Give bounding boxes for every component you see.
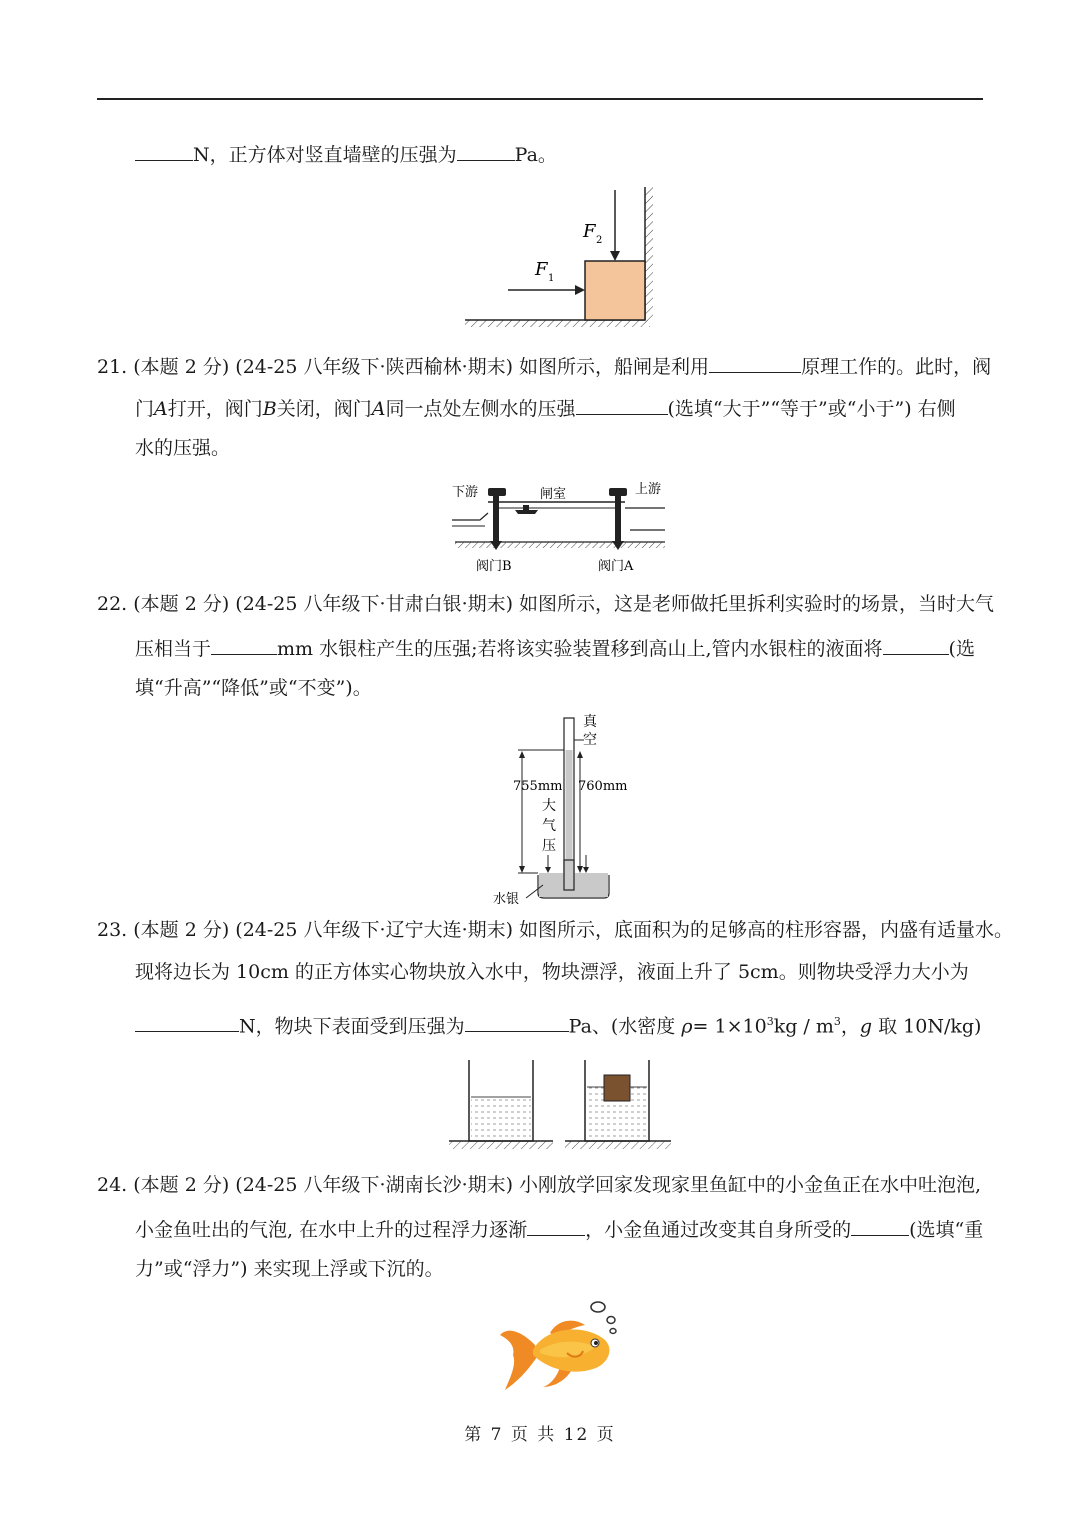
exponent: 3 <box>766 1015 774 1028</box>
h755-label: 755mm <box>513 779 563 794</box>
q21-text: (本题 2 分) (24-25 八年级下·陕西榆林·期末) 如图所示，船闸是利用 <box>133 356 710 378</box>
bubble-icon <box>591 1302 605 1312</box>
q22-number: 22. <box>97 593 128 615</box>
q21-line-2 <box>135 394 956 421</box>
chamber-label: 闸室 <box>540 487 567 502</box>
q24-text: (选填“重 <box>909 1219 984 1241</box>
q21-text: 打开，阀门 <box>167 398 263 420</box>
q22-text: (选 <box>948 638 975 660</box>
q23-text: Pa、(水密度 <box>568 1015 676 1038</box>
q20-figure-cube-wall <box>460 185 660 330</box>
q23-figure-containers <box>445 1055 675 1155</box>
left-floor-hatch <box>449 1141 553 1149</box>
f2-arrow-head <box>610 251 620 261</box>
f2-sub: 2 <box>596 235 603 246</box>
q22-line-2 <box>135 634 975 661</box>
answer-blank[interactable] <box>135 1011 239 1032</box>
bottom-hatch <box>455 542 665 548</box>
q20-text: N，正方体对竖直墙壁的压强为 <box>193 144 457 166</box>
answer-blank[interactable] <box>883 634 949 655</box>
dim-arrow <box>519 866 525 873</box>
goldfish-icon <box>495 1295 625 1395</box>
downstream-label: 下游 <box>452 485 479 500</box>
valve-a-stem <box>615 496 621 541</box>
valve-a-handle <box>609 488 627 496</box>
q24-text: (本题 2 分) (24-25 八年级下·湖南长沙·期末) 小刚放学回家发现家里鱼缸中的小金鱼正在水中吐泡泡, <box>133 1174 982 1196</box>
q20-tail-line <box>135 140 557 167</box>
fish-pupil <box>594 1341 598 1345</box>
q24-line-3 <box>135 1257 444 1281</box>
q21-line-3 <box>135 436 230 460</box>
downstream-bank <box>452 513 488 520</box>
q24-text: 力”或“浮力”) 来实现上浮或下沉的。 <box>135 1258 444 1280</box>
wall-hatch <box>645 187 653 323</box>
q22-text: (本题 2 分) (24-25 八年级下·甘肃白银·期末) 如图所示，这是老师做托里拆利实验时的场景，当时大气 <box>133 593 995 615</box>
answer-blank[interactable] <box>709 352 801 373</box>
boat <box>515 510 538 514</box>
exponent: 3 <box>833 1015 841 1028</box>
q22-line-1 <box>97 592 994 616</box>
q20-text-unit: Pa。 <box>514 144 557 166</box>
f1-label: F <box>535 259 548 280</box>
dim-arrow <box>577 751 583 758</box>
upstream-label: 上游 <box>635 482 662 497</box>
q23-line-1 <box>97 918 1013 942</box>
q24-line-2 <box>135 1215 983 1242</box>
q23-text: N，物块下表面受到压强为 <box>239 1015 465 1038</box>
dim-arrow <box>519 751 525 758</box>
vacuum-label-2: 空 <box>583 732 597 748</box>
q21-text: (选填“大于”“等于”或“小于”) 右侧 <box>667 398 956 420</box>
boat-cabin <box>523 505 529 510</box>
q23-text: 取 10N/kg) <box>878 1015 982 1038</box>
right-floor-hatch <box>565 1141 671 1149</box>
answer-blank[interactable] <box>135 140 193 161</box>
valve-b-label: 阀门B <box>476 559 512 574</box>
rho-symbol: ρ <box>681 1015 693 1038</box>
atm-label-3: 压 <box>542 838 556 854</box>
q21-line-1 <box>97 352 991 379</box>
density-unit: kg / m <box>773 1015 834 1038</box>
bubble-icon <box>607 1317 615 1324</box>
q24-text: 小金鱼吐出的气泡, 在水中上升的过程浮力逐渐 <box>135 1219 528 1241</box>
q21-text: 同一点处左侧水的压强 <box>385 398 576 420</box>
var-a: A <box>154 398 168 420</box>
q22-line-3 <box>135 676 372 700</box>
q21-text: 关闭，阀门 <box>276 398 372 420</box>
q24-number: 24. <box>97 1174 128 1196</box>
floating-block <box>604 1075 630 1101</box>
q22-text: mm 水银柱产生的压强;若将该实验装置移到高山上,管内水银柱的液面将 <box>277 638 883 660</box>
q24-text: ，小金鱼通过改变其自身所受的 <box>585 1219 852 1241</box>
answer-blank[interactable] <box>457 140 515 161</box>
q23-text: ， <box>840 1015 860 1038</box>
q23-text: (本题 2 分) (24-25 八年级下·辽宁大连·期末) 如图所示，底面积为的足够高的柱形容器，内盛有适量水。 <box>133 919 1014 941</box>
cube <box>585 261 645 320</box>
density-formula: = 1×10 <box>692 1015 767 1038</box>
f1-sub: 1 <box>548 273 555 284</box>
q22-text: 填“升高”“降低”或“不变”)。 <box>135 677 372 699</box>
valve-a-label: 阀门A <box>598 559 634 574</box>
bubble-icon <box>610 1329 616 1334</box>
q23-number: 23. <box>97 919 128 941</box>
fish-tail <box>500 1331 537 1390</box>
h760-label: 760mm <box>578 779 628 794</box>
answer-blank[interactable] <box>851 1215 909 1236</box>
q23-line-2 <box>135 960 969 984</box>
q21-text: 水的压强。 <box>135 437 231 459</box>
var-a: A <box>371 398 386 420</box>
f2-label: F <box>583 221 596 242</box>
mercury-label: 水银 <box>493 892 520 907</box>
var-b: B <box>262 398 277 420</box>
atm-label-1: 大 <box>542 798 556 814</box>
answer-blank[interactable] <box>527 1215 585 1236</box>
answer-blank[interactable] <box>211 634 277 655</box>
answer-blank[interactable] <box>576 394 668 415</box>
q21-number: 21. <box>97 356 128 378</box>
atm-arrow-head <box>583 867 589 873</box>
vacuum-label-1: 真 <box>583 714 597 730</box>
atm-arrow-head <box>545 867 551 873</box>
g-symbol: g <box>859 1015 873 1038</box>
page-footer: 第 7 页 共 12 页 <box>464 1425 616 1445</box>
tube-bottom <box>564 860 574 890</box>
answer-blank[interactable] <box>465 1011 569 1032</box>
valve-b-stem <box>493 496 499 541</box>
q21-figure-ship-lock <box>450 478 670 576</box>
header-rule <box>97 98 983 100</box>
q22-text: 压相当于 <box>135 638 212 660</box>
floor-hatch <box>465 320 650 327</box>
q24-line-1 <box>97 1173 981 1197</box>
q23-line-3 <box>135 1010 981 1038</box>
q21-text: 门 <box>135 398 155 420</box>
valve-b-handle <box>488 488 506 496</box>
left-water <box>471 1097 531 1141</box>
q23-text: 现将边长为 10cm 的正方体实心物块放入水中，物块漂浮，液面上升了 5cm。则物块受浮力大小为 <box>135 961 969 983</box>
q21-text: 原理工作的。此时，阀 <box>801 356 992 378</box>
q22-figure-torricelli <box>488 710 628 910</box>
f1-arrow-head <box>575 285 585 295</box>
atm-label-2: 气 <box>542 818 556 834</box>
